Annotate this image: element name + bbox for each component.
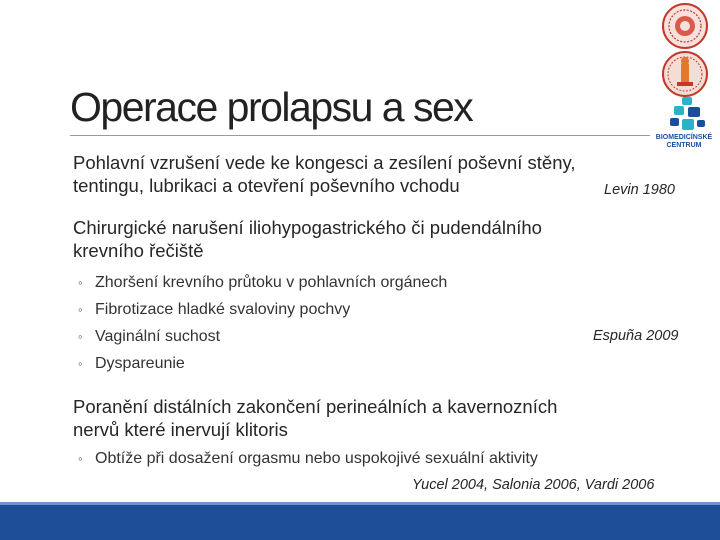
list-item-text: Fibrotizace hladké svaloviny pochvy [95, 301, 351, 318]
bullet-marker: ◦ [78, 451, 83, 466]
biomedicinske-centrum-logo-mark [664, 97, 710, 133]
paragraph-2 [73, 216, 542, 262]
bullet-marker: ◦ [78, 275, 83, 290]
footer-stripe [0, 502, 720, 505]
university-seal-logo [661, 2, 709, 50]
paragraph-2-line-1: Chirurgické narušení iliohypogastrického či pudendálního [73, 217, 542, 238]
slide-title: Operace prolapsu a sex [70, 84, 473, 130]
paragraph-3-line-1: Poranění distálních zakončení perineálních a kavernozních [73, 396, 558, 417]
faculty-seal-logo [661, 50, 709, 98]
citation-1: Levin 1980 [604, 182, 675, 198]
list-item-text: Vaginální suchost [95, 328, 221, 345]
list-item [78, 269, 447, 296]
list-item [78, 445, 538, 472]
bullet-marker: ◦ [78, 356, 83, 371]
list-item-text: Dyspareunie [95, 355, 185, 372]
list-item-text: Zhoršení krevního průtoku v pohlavních orgánech [95, 274, 448, 291]
biomed-line1: BIOMEDICÍNSKÉ [655, 134, 713, 141]
paragraph-3-line-2: nervů které inervují klitoris [73, 419, 288, 440]
paragraph-2-line-2: krevního řečiště [73, 240, 204, 261]
title-divider [70, 135, 650, 136]
list-item-text: Obtíže při dosažení orgasmu nebo uspokojivé sexuální aktivity [95, 450, 538, 467]
list-item [78, 323, 447, 350]
bullet-list-3 [78, 445, 538, 472]
citation-3: Yucel 2004, Salonia 2006, Vardi 2006 [412, 477, 655, 493]
list-item [78, 296, 447, 323]
paragraph-3 [73, 395, 557, 441]
biomed-line2: CENTRUM [666, 142, 702, 149]
citation-2: Espuña 2009 [593, 328, 679, 344]
bullet-list-2 [78, 269, 447, 377]
biomedicinske-centrum-logo-text [648, 134, 720, 150]
bullet-marker: ◦ [78, 329, 83, 344]
paragraph-1-line-2: tentingu, lubrikaci a otevření poševního vchodu [73, 175, 460, 196]
paragraph-1 [73, 151, 576, 197]
paragraph-1-line-1: Pohlavní vzrušení vede ke kongesci a zesílení poševní stěny, [73, 152, 576, 173]
list-item [78, 350, 447, 377]
bullet-marker: ◦ [78, 302, 83, 317]
footer-bar [0, 502, 720, 540]
